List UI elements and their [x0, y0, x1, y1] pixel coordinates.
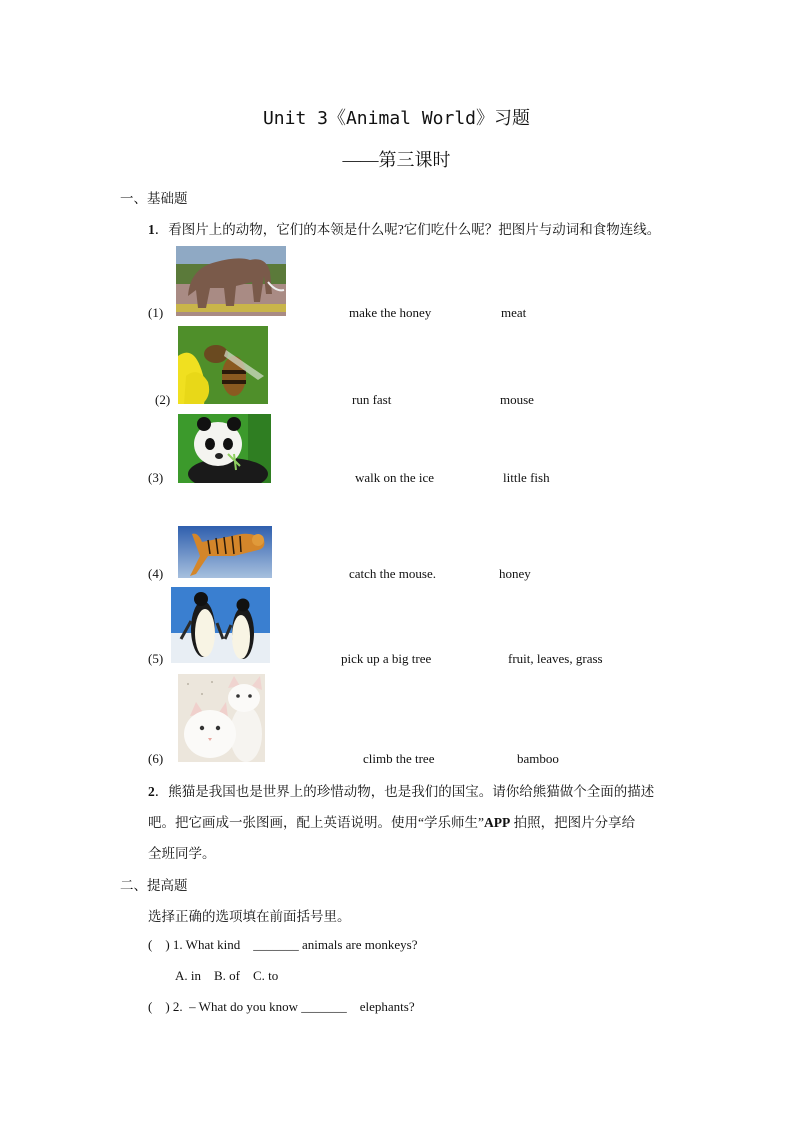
document-subtitle: ——第三课时: [342, 150, 451, 170]
penguins-image: [171, 587, 270, 663]
row-label: (3): [148, 470, 164, 485]
bee-image: [178, 326, 268, 404]
tiger-image: [178, 526, 272, 578]
question-text: ．熊猫是我国也是世界上的珍惜动物，也是我们的国宝。请你给熊猫做个全面的描述: [154, 784, 655, 799]
question-text: 拍照，把图片分享给: [510, 815, 636, 830]
ability-option[interactable]: run fast: [352, 392, 392, 407]
ability-option[interactable]: make the honey: [349, 305, 432, 320]
question-text: 1. What kind _______ animals are monkeys?: [172, 937, 418, 952]
row-label: (5): [148, 651, 164, 666]
question-2-line-1: [148, 780, 654, 800]
question-text: 2. – What do you know _______ elephants?: [172, 999, 415, 1014]
row-label: (6): [148, 751, 164, 766]
question-2-line-3: 全班同学。: [148, 846, 216, 861]
multiple-choice-question: [148, 937, 417, 953]
row-label: (4): [148, 566, 164, 581]
answer-bracket[interactable]: ( ): [148, 937, 170, 952]
food-option[interactable]: honey: [499, 566, 531, 581]
food-option[interactable]: bamboo: [517, 751, 559, 766]
food-option[interactable]: mouse: [500, 392, 534, 407]
food-option[interactable]: fruit, leaves, grass: [508, 651, 603, 666]
document-title: Unit 3《Animal World》习题: [262, 108, 531, 129]
app-name: APP: [483, 815, 511, 830]
ability-option[interactable]: pick up a big tree: [341, 651, 432, 666]
section-instruction: 选择正确的选项填在前面括号里。: [148, 909, 351, 924]
multiple-choice-question: [148, 999, 415, 1015]
answer-bracket[interactable]: ( ): [148, 999, 170, 1014]
question-1-prompt: [148, 218, 660, 238]
food-option[interactable]: meat: [501, 305, 527, 320]
row-label: (1): [148, 305, 164, 320]
food-option[interactable]: little fish: [503, 470, 550, 485]
question-2-line-2: [148, 811, 635, 831]
ability-option[interactable]: climb the tree: [363, 751, 435, 766]
cats-image: [178, 674, 265, 762]
section-heading-advanced: 二、提高题: [120, 878, 188, 893]
row-label: (2): [155, 392, 171, 407]
elephant-image: [176, 246, 286, 316]
section-heading-basic: 一、基础题: [120, 191, 188, 206]
question-text: ．看图片上的动物，它们的本领是什么呢?它们吃什么呢？把图片与动词和食物连线。: [154, 222, 661, 237]
answer-options: A. in B. of C. to: [175, 968, 279, 983]
question-number: 2: [148, 784, 155, 799]
question-text: 吧。把它画成一张图画，配上英语说明。使用“学乐师生”: [148, 815, 484, 830]
panda-image: [178, 414, 271, 483]
ability-option[interactable]: walk on the ice: [355, 470, 435, 485]
question-number: 1: [148, 222, 155, 237]
ability-option[interactable]: catch the mouse.: [349, 566, 436, 581]
